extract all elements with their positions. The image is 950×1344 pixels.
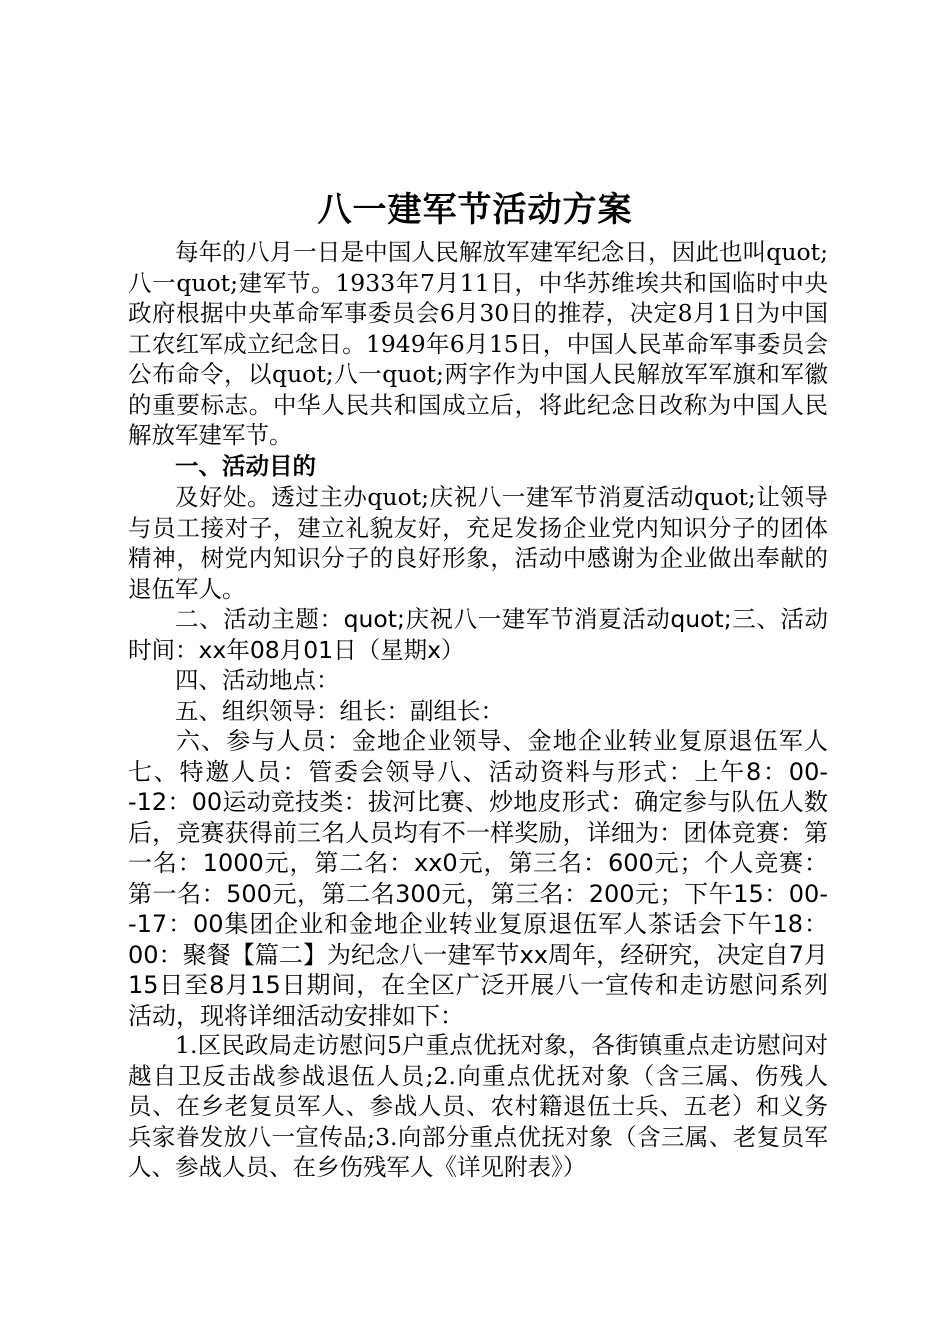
section-heading-purpose: 一、活动目的 [175,452,316,480]
document-title: 八一建军节活动方案 [317,190,633,230]
theme-time-paragraph: 二、活动主题：quot;庆祝八一建军节消夏活动quot;三、活动时间：xx年08月01日（星期x） [128,605,828,664]
participants-paragraph: 六、参与人员：金地企业领导、金地企业转业复原退伍军人七、特邀人员：管委会领导八、活动资料与形式：上午8：00--12：00运动竞技类：拔河比赛、炒地皮形式：确定参与队伍人数后，竞赛获得前三名人员均有不一样奖励，详细为：团体竞赛：第一名：1000元，第二名：xx0元，第三名：600元；个人竞赛：第一名：500元，第二名300元，第三名：200元；下午15：00--17：00集团企业和金地企业转业复原退伍军人茶话会下午18：00：聚餐【篇二】为纪念八一建军节xx周年，经研究，决定自7月15日至8月15日期间，在全区广泛开展八一宣传和走访慰问系列活动，现将详细活动安排如下： [128,727,828,1030]
place-line: 四、活动地点： [175,666,340,694]
activities-paragraph: 1.区民政局走访慰问5户重点优抚对象，各街镇重点走访慰问对越自卫反击战参战退伍人员;2.向重点优抚对象（含三属、伤残人员、在乡老复员军人、参战人员、农村籍退伍士兵、五老）和义务兵家眷发放八一宣传品;3.向部分重点优抚对象（含三属、老复员军人、参战人员、在乡伤残军人《详见附表》） [128,1031,828,1181]
purpose-paragraph: 及好处。透过主办quot;庆祝八一建军节消夏活动quot;让领导与员工接对子，建立礼貌友好，充足发扬企业党内知识分子的团体精神，树党内知识分子的良好形象，活动中感谢为企业做出奉献的退伍军人。 [128,483,828,603]
intro-paragraph: 每年的八月一日是中国人民解放军建军纪念日，因此也叫quot;八一quot;建军节。1933年7月11日，中华苏维埃共和国临时中央政府根据中央革命军事委员会6月30日的推荐，决定8月1日为中国工农红军成立纪念日。1949年6月15日，中国人民革命军事委员会公布命令，以quot;八一quot;两字作为中国人民解放军军旗和军徽的重要标志。中华人民共和国成立后，将此纪念日改称为中国人民解放军建军节。 [128,238,828,449]
organization-line: 五、组织领导：组长：副组长： [175,697,504,725]
